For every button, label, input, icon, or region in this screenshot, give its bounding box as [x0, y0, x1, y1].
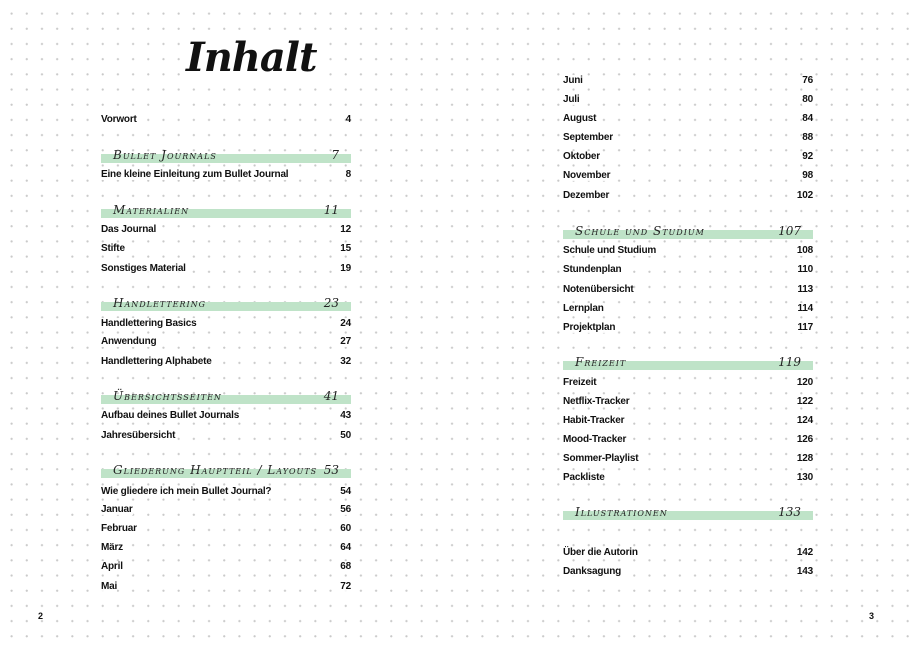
entry-label: Wie gliedere ich mein Bullet Journal?: [101, 485, 272, 497]
page-number-right: 3: [869, 611, 875, 621]
entry-page-number: 12: [340, 223, 351, 235]
entry-label: Dezember: [563, 189, 610, 201]
chapter-page-number: 7: [331, 148, 339, 162]
chapter-title: Übersichtsseiten: [113, 389, 222, 403]
entry-label: Handlettering Basics: [101, 317, 197, 329]
chapter-page-number: 23: [323, 296, 339, 310]
chapter-page-number: 11: [323, 203, 339, 217]
entry-label: September: [563, 131, 613, 143]
toc-entry: [563, 412, 813, 428]
entry-label: August: [563, 112, 597, 124]
entry-label: Projektplan: [563, 321, 616, 333]
entry-page-number: 27: [340, 335, 351, 347]
chapter-page-number: 41: [323, 389, 339, 403]
entry-page-number: 24: [340, 317, 351, 329]
chapter-title: Bullet Journals: [113, 148, 217, 162]
entry-page-number: 130: [796, 471, 813, 483]
entry-label: Januar: [101, 503, 133, 515]
toc-entry: [563, 450, 813, 466]
toc-entry: [563, 300, 813, 316]
toc-entry: [101, 407, 351, 423]
entry-label: Freizeit: [563, 376, 597, 388]
chapter-title: Materialien: [113, 203, 190, 217]
entry-label: November: [563, 169, 611, 181]
entry-label: Anwendung: [101, 335, 157, 347]
toc-entry: [101, 111, 351, 127]
entry-label: Schule und Studium: [563, 244, 657, 256]
toc-entry: [101, 240, 351, 256]
entry-label: Stundenplan: [563, 263, 622, 275]
chapter-page-number: 107: [778, 224, 801, 238]
entry-page-number: 142: [796, 546, 813, 558]
entry-page-number: 68: [340, 560, 351, 572]
entry-label: Packliste: [563, 471, 605, 483]
toc-entry: [563, 469, 813, 485]
toc-entry: [101, 539, 351, 555]
entry-page-number: 113: [797, 283, 813, 295]
chapter-heading: [101, 141, 351, 163]
entry-label: Jahresübersicht: [101, 429, 176, 441]
chapter-title: Handlettering: [113, 296, 207, 310]
entry-label: Über die Autorin: [563, 546, 638, 558]
page-number-left: 2: [38, 611, 44, 621]
toc-entry: [563, 72, 813, 88]
entry-label: Aufbau deines Bullet Journals: [101, 409, 240, 421]
entry-label: Danksagung: [563, 565, 622, 577]
chapter-heading: [101, 382, 351, 404]
entry-page-number: 128: [796, 452, 813, 464]
toc-entry: [563, 261, 813, 277]
toc-entry: [563, 110, 813, 126]
entry-page-number: 114: [797, 302, 813, 314]
chapter-title: Gliederung Hauptteil / Layouts: [113, 463, 318, 477]
entry-label: Vorwort: [101, 113, 137, 125]
entry-page-number: 15: [340, 242, 351, 254]
toc-entry: [563, 242, 813, 258]
chapter-page-number: 133: [778, 505, 801, 519]
toc-entry: [101, 353, 351, 369]
toc-entry: [101, 166, 351, 182]
entry-label: April: [101, 560, 123, 572]
page-title: Inhalt: [180, 36, 322, 80]
toc-entry: [101, 520, 351, 536]
entry-page-number: 4: [345, 113, 351, 125]
entry-label: Februar: [101, 522, 137, 534]
entry-label: Lernplan: [563, 302, 604, 314]
entry-label: Mai: [101, 580, 118, 592]
entry-label: Handlettering Alphabete: [101, 355, 212, 367]
entry-page-number: 108: [796, 244, 813, 256]
entry-label: Juni: [563, 74, 583, 86]
toc-entry: [101, 483, 351, 499]
chapter-heading: [101, 196, 351, 218]
toc-entry: [563, 167, 813, 183]
entry-page-number: 50: [340, 429, 351, 441]
chapter-heading: [101, 456, 351, 478]
entry-page-number: 60: [340, 522, 351, 534]
toc-entry: [101, 578, 351, 594]
entry-page-number: 92: [802, 150, 813, 162]
entry-label: Sommer-Playlist: [563, 452, 639, 464]
chapter-heading: [563, 217, 813, 239]
chapter-heading: [101, 289, 351, 311]
entry-label: Oktober: [563, 150, 600, 162]
chapter-heading: [563, 498, 813, 520]
entry-page-number: 32: [340, 355, 351, 367]
toc-entry: [563, 393, 813, 409]
chapter-title: Schule und Studium: [575, 224, 705, 238]
chapter-title: Illustrationen: [575, 505, 668, 519]
chapter-page-number: 119: [778, 355, 801, 369]
toc-entry: [563, 563, 813, 579]
entry-page-number: 88: [802, 131, 813, 143]
entry-label: Stifte: [101, 242, 125, 254]
toc-entry: [563, 148, 813, 164]
toc-entry: [563, 187, 813, 203]
toc-entry: [563, 91, 813, 107]
toc-entry: [563, 129, 813, 145]
entry-label: Sonstiges Material: [101, 262, 186, 274]
entry-page-number: 54: [340, 485, 351, 497]
entry-page-number: 98: [802, 169, 813, 181]
entry-label: Mood-Tracker: [563, 433, 627, 445]
entry-page-number: 80: [802, 93, 813, 105]
entry-page-number: 84: [802, 112, 813, 124]
toc-entry: [101, 315, 351, 331]
toc-entry: [101, 558, 351, 574]
entry-page-number: 76: [802, 74, 813, 86]
entry-label: Habit-Tracker: [563, 414, 625, 426]
toc-entry: [563, 319, 813, 335]
entry-label: Netflix-Tracker: [563, 395, 630, 407]
entry-label: März: [101, 541, 123, 553]
entry-page-number: 122: [796, 395, 813, 407]
entry-page-number: 110: [797, 263, 813, 275]
entry-page-number: 124: [796, 414, 813, 426]
toc-entry: [563, 431, 813, 447]
entry-page-number: 8: [345, 168, 351, 180]
entry-label: Das Journal: [101, 223, 157, 235]
toc-entry: [563, 374, 813, 390]
entry-page-number: 126: [796, 433, 813, 445]
entry-page-number: 64: [340, 541, 351, 553]
entry-page-number: 56: [340, 503, 351, 515]
entry-page-number: 117: [797, 321, 813, 333]
entry-page-number: 72: [340, 580, 351, 592]
toc-entry: [101, 427, 351, 443]
entry-page-number: 120: [796, 376, 813, 388]
toc-entry: [101, 501, 351, 517]
toc-entry: [101, 333, 351, 349]
entry-label: Eine kleine Einleitung zum Bullet Journal: [101, 168, 289, 180]
chapter-title: Freizeit: [575, 355, 627, 369]
entry-label: Juli: [563, 93, 580, 105]
chapter-page-number: 53: [323, 463, 339, 477]
entry-page-number: 43: [340, 409, 351, 421]
toc-entry: [101, 260, 351, 276]
toc-entry: [563, 544, 813, 560]
entry-page-number: 102: [796, 189, 813, 201]
entry-label: Notenübersicht: [563, 283, 634, 295]
toc-entry: [563, 281, 813, 297]
toc-entry: [101, 221, 351, 237]
entry-page-number: 143: [796, 565, 813, 577]
entry-page-number: 19: [340, 262, 351, 274]
chapter-heading: [563, 348, 813, 370]
